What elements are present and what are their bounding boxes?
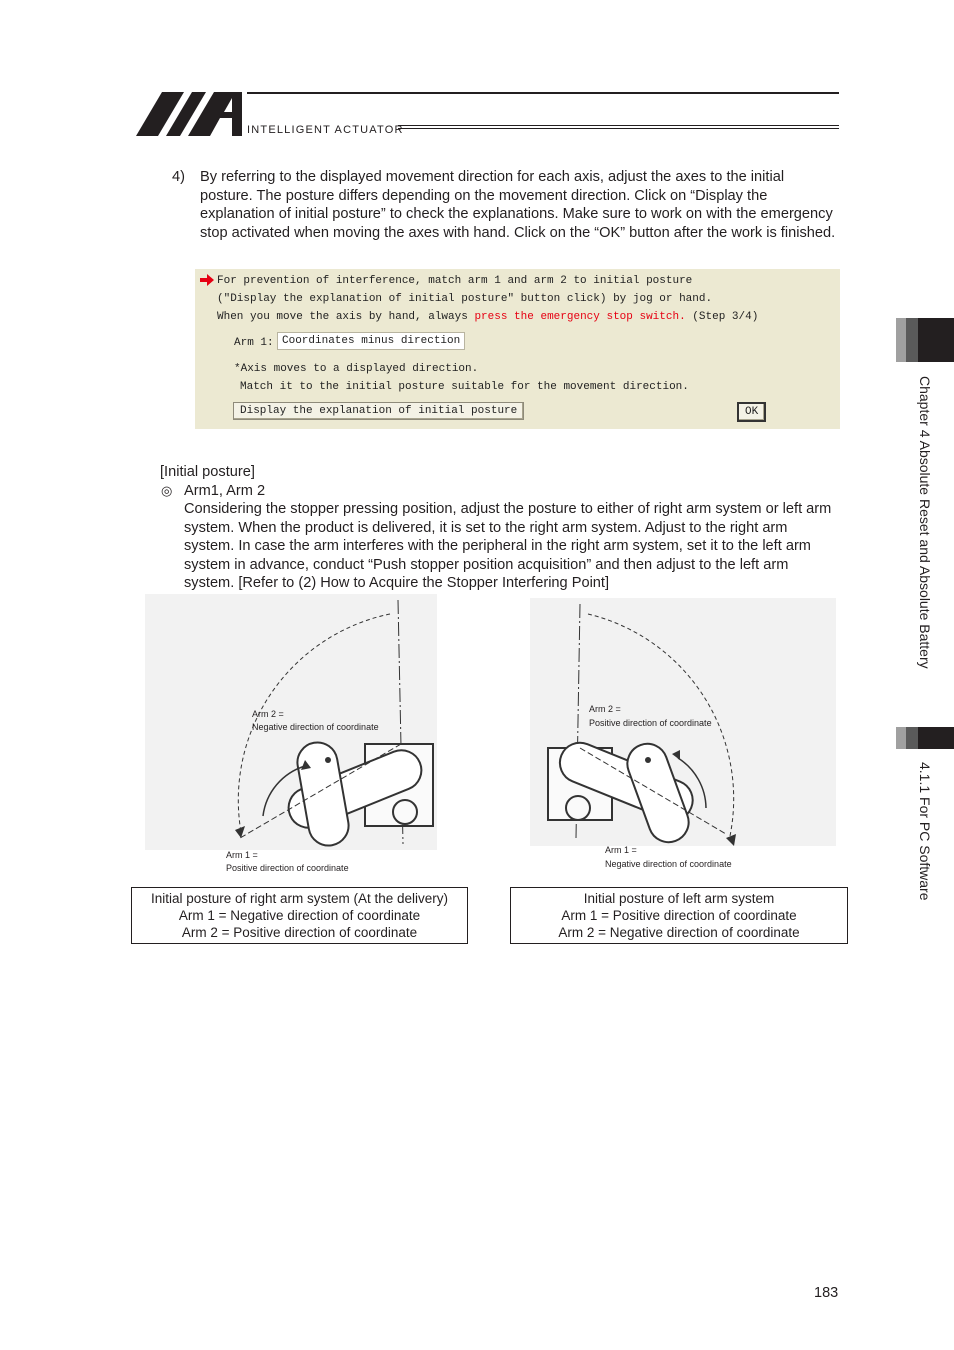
left-caption-line2: Arm 1 = Positive direction of coordinate xyxy=(561,908,797,923)
header-rule-top xyxy=(247,92,839,94)
dialog-screenshot xyxy=(195,269,840,429)
company-name: INTELLIGENT ACTUATOR xyxy=(247,124,404,136)
chapter-title: Chapter 4 Absolute Reset and Absolute Battery xyxy=(917,376,933,669)
display-explanation-button[interactable]: Display the explanation of initial posture xyxy=(233,402,524,420)
left-arm2-label-line2: Positive direction of coordinate xyxy=(589,718,712,728)
chapter-tab xyxy=(918,318,954,362)
right-caption-line2: Arm 1 = Negative direction of coordinate xyxy=(178,908,421,923)
right-arm2-label-line1: Arm 2 = xyxy=(252,709,284,719)
right-caption-line3: Arm 2 = Positive direction of coordinate xyxy=(181,925,418,940)
right-arm1-label-line2: Positive direction of coordinate xyxy=(226,863,349,873)
dialog-line-1: For prevention of interference, match arm 1 and arm 2 to initial posture xyxy=(217,275,693,287)
header-rule-bottom xyxy=(398,125,839,126)
chapter-tab-grey-light xyxy=(896,318,906,362)
left-arm-caption xyxy=(510,887,848,944)
step-number: 4) xyxy=(172,169,185,185)
initial-posture-paragraph: Considering the stopper pressing position, adjust the posture to either of right arm system or left arm system. When the product is delivered, it is set to the right arm system. Adjust to the right arm system. In case the arm interferes with the peripheral in the right arm system, set it to the left arm system in advance, conduct “Push stopper position acquisition” and then adjust to the left arm system. [Refer to (2) How to Acquire the Stopper Interfering Point] xyxy=(184,501,832,591)
company-logo xyxy=(136,92,246,136)
right-arm2-label-line2: Negative direction of coordinate xyxy=(252,722,379,732)
page-number: 183 xyxy=(814,1285,839,1301)
section-title: 4.1.1 For PC Software xyxy=(917,762,933,901)
left-arm1-label-line1: Arm 1 = xyxy=(605,845,637,855)
ok-button[interactable]: OK xyxy=(737,402,766,422)
step-text: By referring to the displayed movement direction for each axis, adjust the axes to the initial posture. The posture differs depending on the movement direction. Click on “Display the explanation of initial posture” to check the explanations. Make sure to work on with the emergency stop activated when moving the axes with hand. Click on the “OK” button after the work is finished. xyxy=(200,169,836,241)
section-tab-grey-dark xyxy=(906,727,918,749)
dialog-note-1: *Axis moves to a displayed direction. xyxy=(234,363,479,375)
arrow-right-icon xyxy=(200,274,214,286)
left-caption-line3: Arm 2 = Negative direction of coordinate xyxy=(558,925,800,940)
section-tab-grey-light xyxy=(896,727,906,749)
left-arm1-label-line2: Negative direction of coordinate xyxy=(605,859,732,869)
bullet-title: Arm1, Arm 2 xyxy=(184,483,266,499)
right-caption-line1: Initial posture of right arm system (At the delivery) xyxy=(150,891,449,906)
header-rule-bottom2 xyxy=(398,128,839,129)
dialog-line-2: ("Display the explanation of initial posture" button click) by jog or hand. xyxy=(217,293,713,305)
chapter-tab-grey-dark xyxy=(906,318,918,362)
initial-posture-heading: [Initial posture] xyxy=(160,464,255,480)
section-tab xyxy=(918,727,954,749)
left-caption-line1: Initial posture of left arm system xyxy=(583,891,775,906)
dialog-note-2: Match it to the initial posture suitable for the movement direction. xyxy=(240,381,689,393)
bullet-icon: ◎ xyxy=(161,483,173,498)
left-arm2-label-line1: Arm 2 = xyxy=(589,704,621,714)
arm-direction-field: Coordinates minus direction xyxy=(277,332,465,350)
right-arm-caption xyxy=(131,887,468,944)
emergency-warning: press the emergency stop switch. xyxy=(474,311,686,323)
dialog-line-3: When you move the axis by hand, always press the emergency stop switch. (Step 3/4) xyxy=(217,311,759,323)
arm-label: Arm 1: xyxy=(234,337,274,349)
right-arm1-label-line1: Arm 1 = xyxy=(226,850,258,860)
